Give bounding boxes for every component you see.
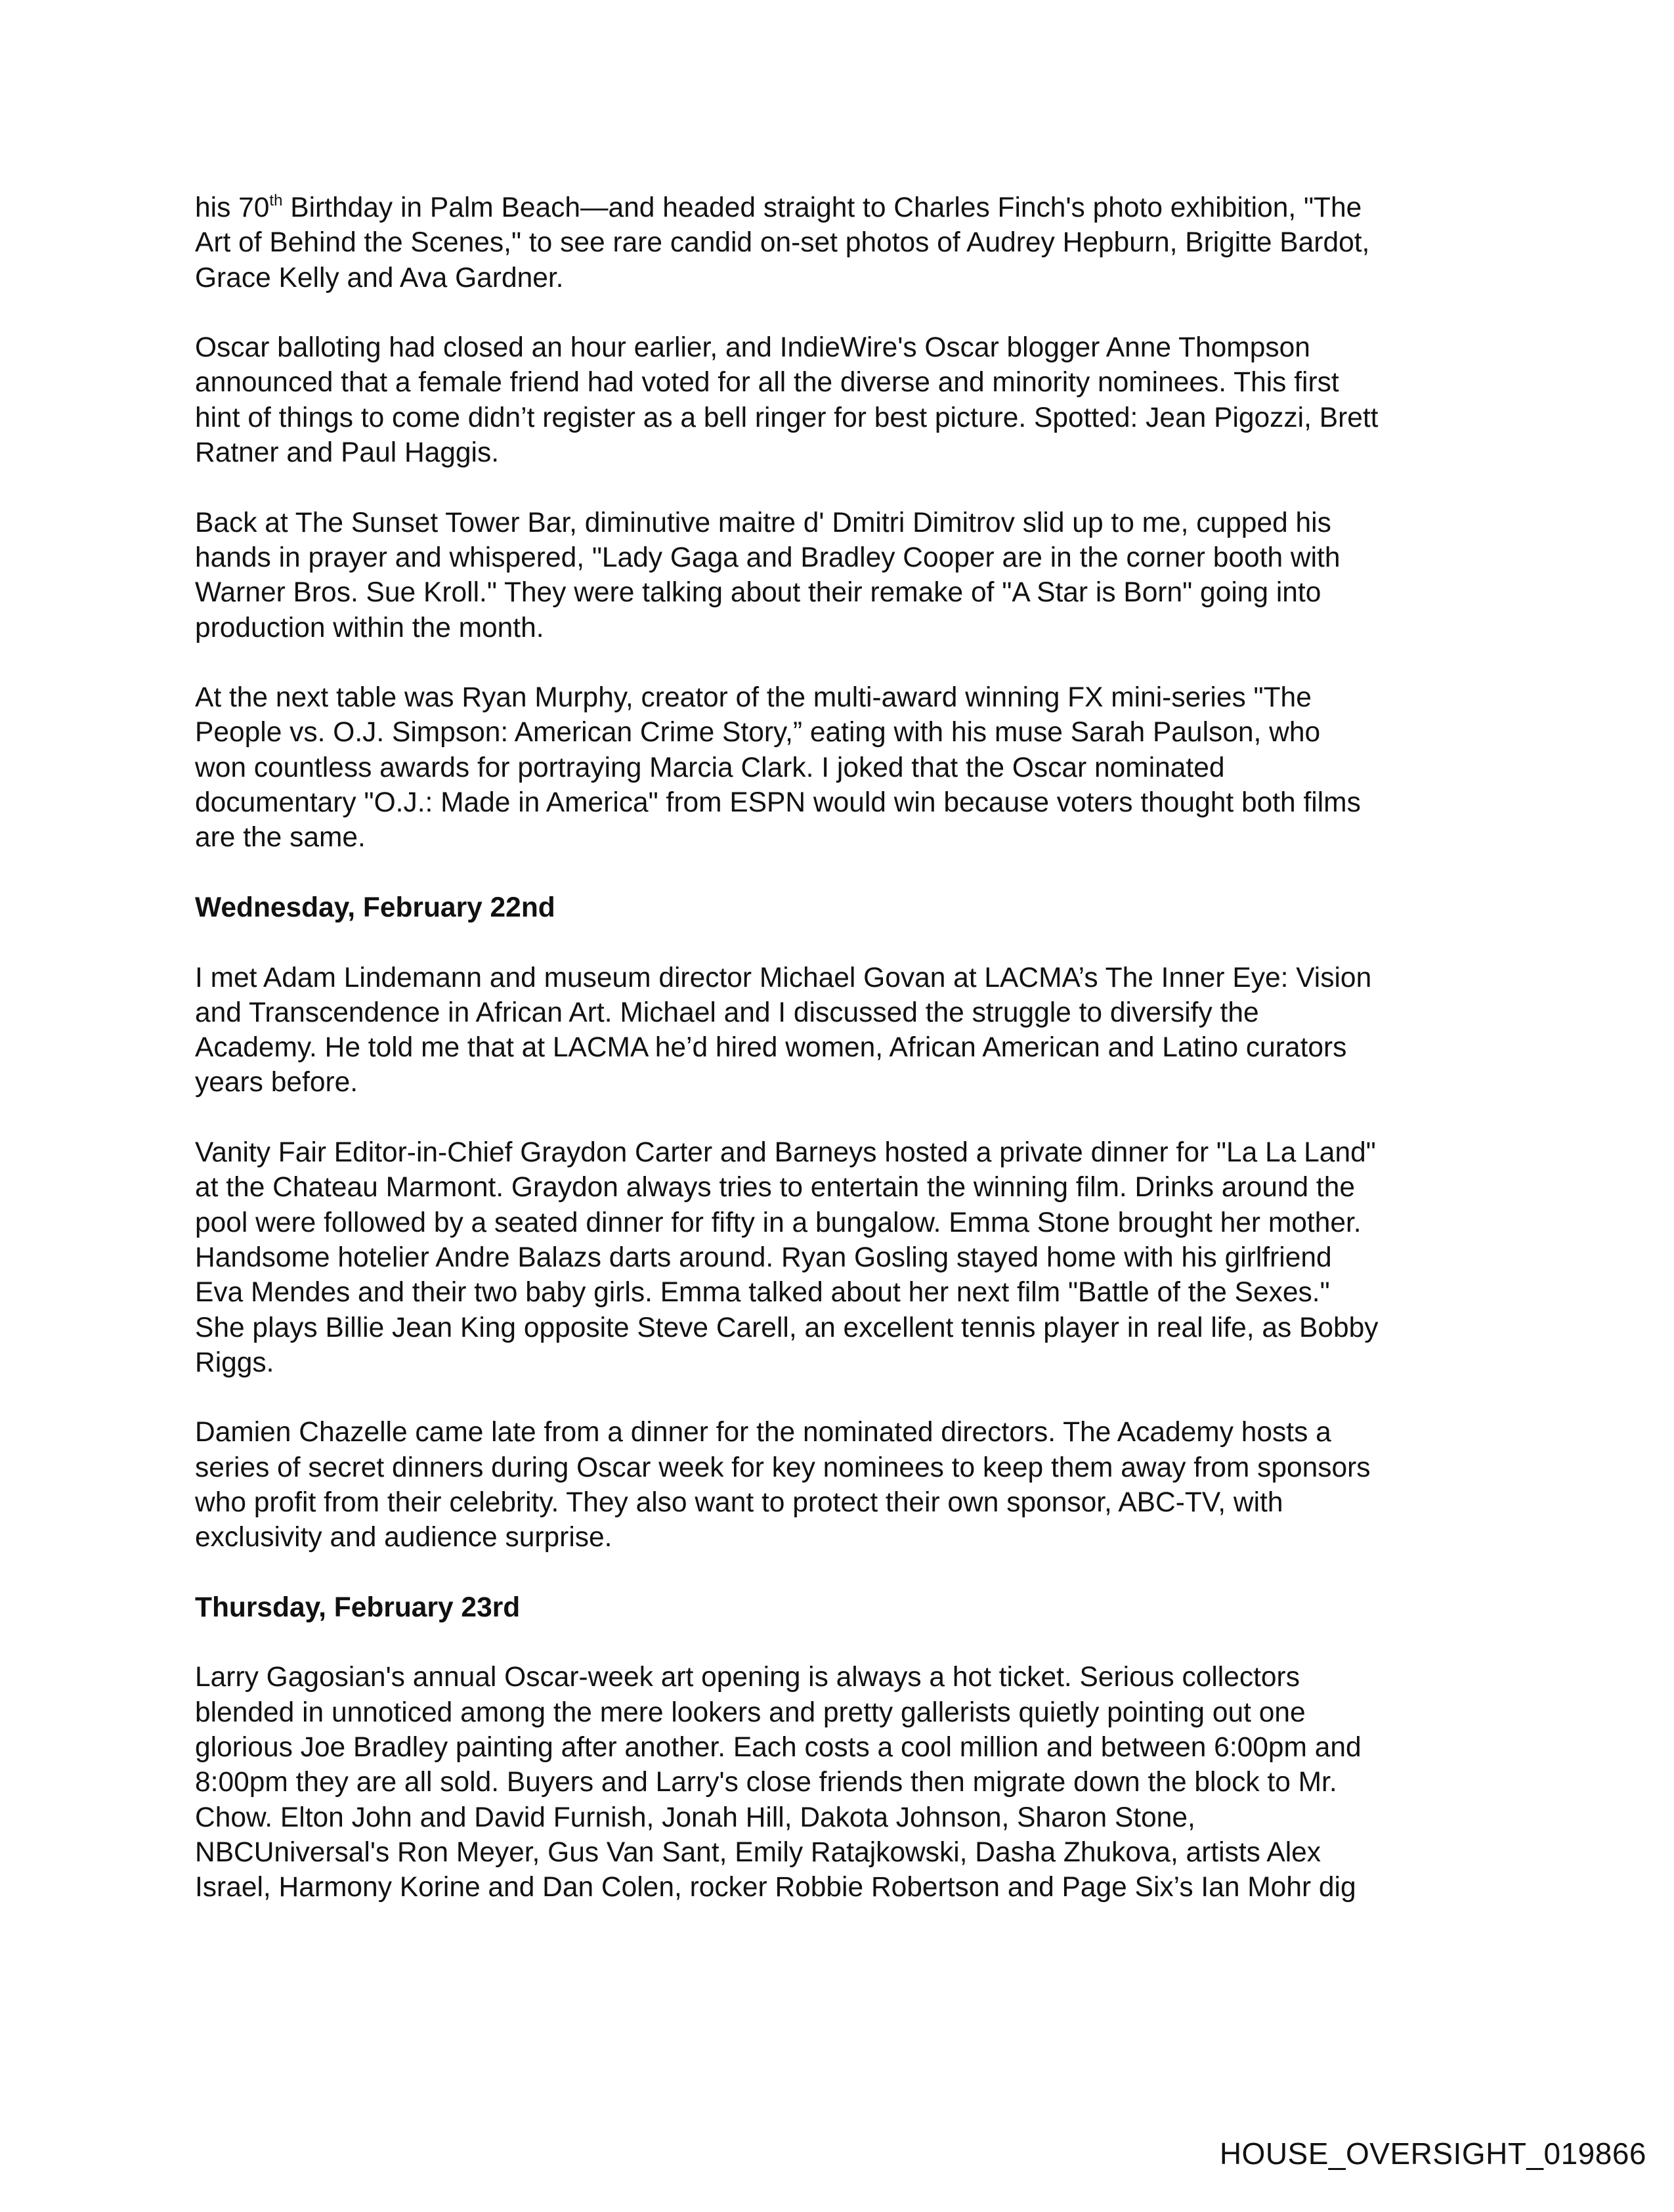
text-line: exclusivity and audience surprise. — [195, 1522, 612, 1553]
document-page — [195, 190, 1482, 1940]
paragraph-oscar-balloting — [195, 330, 1482, 470]
text-line: years before. — [195, 1067, 358, 1098]
text-line: Ratner and Paul Haggis. — [195, 437, 500, 469]
text-line: series of secret dinners during Oscar week for key nominees to keep them away from sponsors — [195, 1452, 1371, 1483]
paragraph-vanity-fair — [195, 1135, 1482, 1380]
text-line: Damien Chazelle came late from a dinner for the nominated directors. The Academy hosts a — [195, 1417, 1331, 1448]
text-line: won countless awards for portraying Marcia Clark. I joked that the Oscar nominated — [195, 752, 1225, 783]
text-line: Back at The Sunset Tower Bar, diminutive maitre d' Dmitri Dimitrov slid up to me, cupped his — [195, 507, 1331, 538]
text-line: glorious Joe Bradley painting after another. Each costs a cool million and between 6:00pm and — [195, 1732, 1362, 1764]
text-line: Academy. He told me that at LACMA he’d hired women, African American and Latino curators — [195, 1032, 1347, 1064]
text-line: She plays Billie Jean King opposite Steve Carell, an excellent tennis player in real life, as Bobby — [195, 1312, 1379, 1343]
text-line: Art of Behind the Scenes," to see rare candid on-set photos of Audrey Hepburn, Brigitte Bardot, — [195, 227, 1370, 259]
text-line: At the next table was Ryan Murphy, creator of the multi-award winning FX mini-series "The — [195, 682, 1312, 714]
text-line: Larry Gagosian's annual Oscar-week art opening is always a hot ticket. Serious collectors — [195, 1662, 1300, 1693]
paragraph-gagosian — [195, 1660, 1482, 1905]
text-line: blended in unnoticed among the mere lookers and pretty gallerists quietly pointing out one — [195, 1697, 1306, 1728]
text-line: production within the month. — [195, 612, 544, 643]
paragraph-sunset-tower — [195, 506, 1482, 645]
text-span: his 70 — [195, 192, 270, 223]
paragraph-chazelle — [195, 1415, 1482, 1555]
text-line: hands in prayer and whispered, "Lady Gaga and Bradley Cooper are in the corner booth with — [195, 542, 1341, 573]
text-line: announced that a female friend had voted for all the diverse and minority nominees. This first — [195, 367, 1339, 399]
text-line: and Transcendence in African Art. Michael and I discussed the struggle to diversify the — [195, 997, 1259, 1028]
section-heading-wednesday: Wednesday, February 22nd — [195, 892, 555, 923]
text-line: NBCUniversal's Ron Meyer, Gus Van Sant, Emily Ratajkowski, Dasha Zhukova, artists Alex — [195, 1836, 1321, 1868]
text-line: Oscar balloting had closed an hour earlier, and IndieWire's Oscar blogger Anne Thompson — [195, 332, 1310, 364]
text-line: Chow. Elton John and David Furnish, Jonah Hill, Dakota Johnson, Sharon Stone, — [195, 1802, 1195, 1833]
text-line: I met Adam Lindemann and museum director Michael Govan at LACMA’s The Inner Eye: Vision — [195, 962, 1372, 993]
paragraph-lacma — [195, 961, 1482, 1100]
text-line: pool were followed by a seated dinner for fifty in a bungalow. Emma Stone brought her mother. — [195, 1207, 1362, 1238]
text-line: Warner Bros. Sue Kroll." They were talking about their remake of "A Star is Born" going into — [195, 577, 1321, 609]
text-line — [195, 190, 1482, 225]
text-line: Handsome hotelier Andre Balazs darts around. Ryan Gosling stayed home with his girlfriend — [195, 1242, 1332, 1273]
text-line: are the same. — [195, 822, 366, 854]
text-line: Eva Mendes and their two baby girls. Emma talked about her next film "Battle of the Sexes." — [195, 1277, 1330, 1309]
text-span: Birthday in Palm Beach—and headed straight to Charles Finch's photo exhibition, "The — [282, 192, 1362, 223]
text-line: Vanity Fair Editor-in-Chief Graydon Carter and Barneys hosted a private dinner for "La La Land" — [195, 1137, 1376, 1169]
text-line: documentary "O.J.: Made in America" from ESPN would win because voters thought both films — [195, 787, 1361, 819]
document-id-footer: HOUSE_OVERSIGHT_019866 — [1219, 2136, 1646, 2171]
text-line: Israel, Harmony Korine and Dan Colen, rocker Robbie Robertson and Page Six’s Ian Mohr dig — [195, 1872, 1356, 1903]
text-line: at the Chateau Marmont. Graydon always tries to entertain the winning film. Drinks around the — [195, 1172, 1355, 1204]
text-line: People vs. O.J. Simpson: American Crime Story,” eating with his muse Sarah Paulson, who — [195, 717, 1321, 748]
text-line: who profit from their celebrity. They also want to protect their own sponsor, ABC-TV, with — [195, 1486, 1283, 1518]
text-line: Riggs. — [195, 1347, 274, 1378]
paragraph-birthday — [195, 190, 1482, 295]
text-line: hint of things to come didn’t register as a bell ringer for best picture. Spotted: Jean Pigozzi, Brett — [195, 402, 1379, 433]
superscript: th — [269, 192, 283, 209]
paragraph-ryan-murphy — [195, 680, 1482, 855]
text-line: 8:00pm they are all sold. Buyers and Larry's close friends then migrate down the block to Mr. — [195, 1767, 1337, 1798]
section-heading-thursday: Thursday, February 23rd — [195, 1592, 521, 1623]
text-line: Grace Kelly and Ava Gardner. — [195, 262, 564, 293]
